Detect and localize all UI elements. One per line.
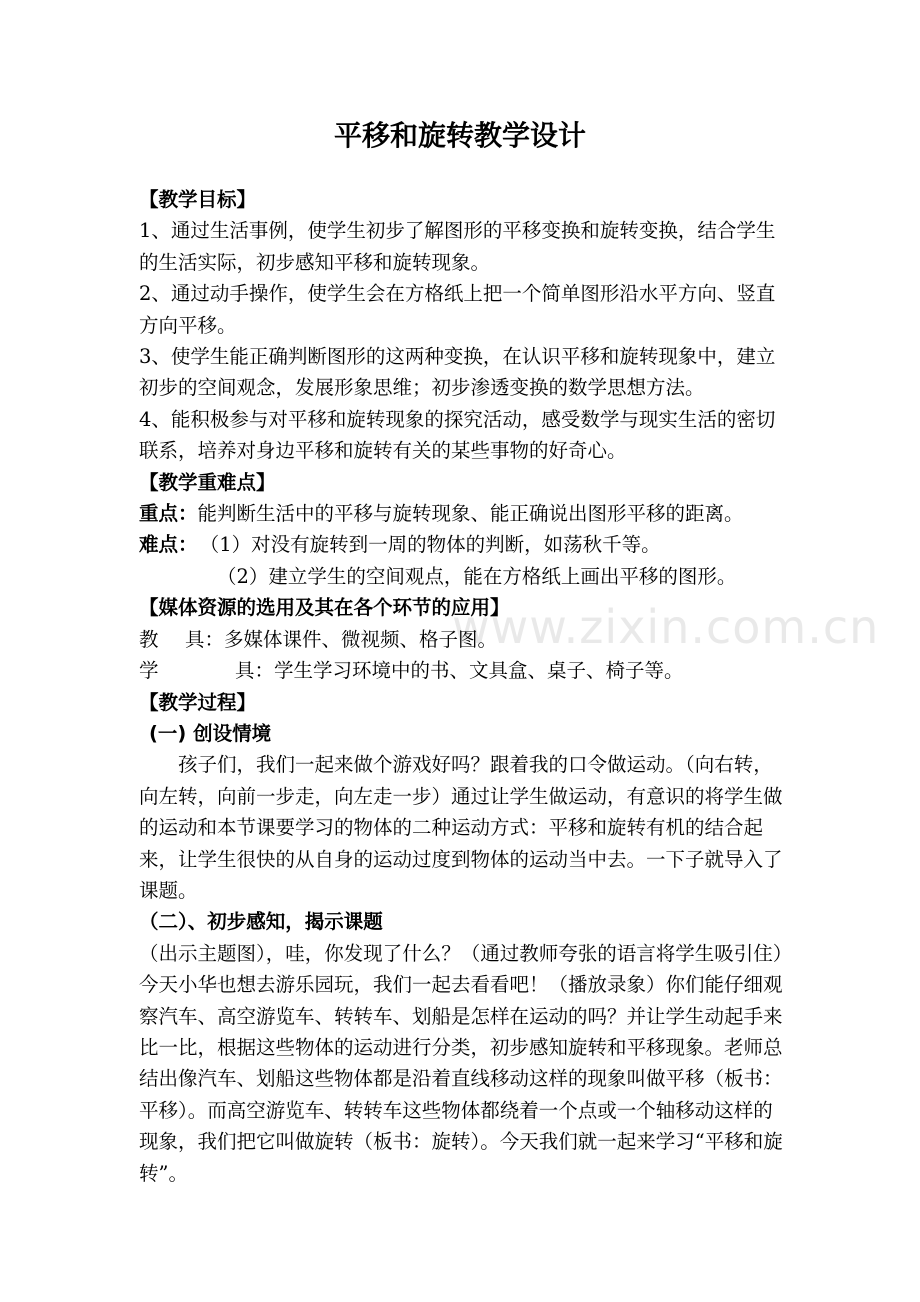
key-point-text: 能判断生活中的平移与旋转现象、能正确说出图形平移的距离。 [197,502,744,526]
section-heading-process: 【教学过程】 [139,690,257,714]
student-tools-label-a: 学 [139,659,159,683]
watermark-text: www.zixin.com.cn [452,600,880,654]
teacher-tools-label-a: 教 [139,627,159,651]
document-title: 平移和旋转教学设计 [333,119,586,152]
difficulty-label: 难点： [139,533,198,557]
step-2-paragraph: （出示主题图），哇，你发现了什么？（通过教师夸张的语言将学生吸引住）今天小华也想去游乐园玩，我们一起去看看吧！（播放录象）你们能仔细观察汽车、高空游览车、转转车、划船是怎样在运动的吗？并让学生动起手来比一比，根据这些物体的运动进行分类，初步感知旋转和平移现象。老师总结出像汽车、划船这些物体都是沿着直线移动这样的现象叫做平移（板书：平移）。而高空游览车、转转车这些物体都绕着一个点或一个轴移动这样的现象，我们把它叫做旋转（板书：旋转）。今天我们就一起来学习“平移和旋转”。 [139,941,783,1185]
section-heading-media: 【媒体资源的选用及其在各个环节的应用】 [139,596,510,620]
teacher-tools-line [139,624,789,655]
section-heading-key-points: 【教学重难点】 [139,470,276,494]
step-1-paragraph: 孩子们，我们一起来做个游戏好吗？跟着我的口令做运动。（向右转，向左转，向前一步走，向左走一步）通过让学生做运动，有意识的将学生做的运动和本节课要学习的物体的二种运动方式：平移和旋转有机的结合起来，让学生很快的从自身的运动过度到物体的运动当中去。一下子就导入了课题。 [139,753,783,902]
student-tools-line [139,655,789,686]
teacher-tools-label-b: 具： [185,627,225,651]
goal-item-4: 4、能积极参与对平移和旋转现象的探究活动，感受数学与现实生活的密切联系，培养对身边平移和旋转有关的某些事物的好奇心。 [139,407,776,463]
difficulty-line-2: （2）建立学生的空间观点，能在方格纸上画出平移的图形。 [217,564,737,588]
student-tools-label-b: 具： [235,659,275,683]
goal-item-2: 2、通过动手操作，使学生会在方格纸上把一个简单图形沿水平方向、竖直方向平移。 [139,282,776,337]
goal-item-1: 1、通过生活事例，使学生初步了解图形的平移变换和旋转变换，结合学生的生活实际，初步感知平移和旋转现象。 [139,219,776,274]
difficulty-text-1: （1）对没有旋转到一周的物体的判断，如荡秋千等。 [209,533,661,557]
step-1-heading: (一) 创设情境 [149,721,272,745]
key-point-label: 重点： [139,502,198,526]
teacher-tools-text: 多媒体课件、微视频、格子图。 [224,627,498,651]
student-tools-text: 学生学习环境中的书、文具盒、桌子、椅子等。 [274,659,684,683]
goal-item-3: 3、使学生能正确判断图形的这两种变换，在认识平移和旋转现象中，建立初步的空间观念，发展形象思维；初步渗透变换的数学思想方法。 [139,345,776,400]
section-heading-goals: 【教学目标】 [139,188,257,211]
document-body [139,184,789,1189]
step-2-heading: （二）、初步感知，揭示课题 [139,910,383,934]
difficulty-line-1 [139,529,789,560]
key-point-line [139,498,789,529]
